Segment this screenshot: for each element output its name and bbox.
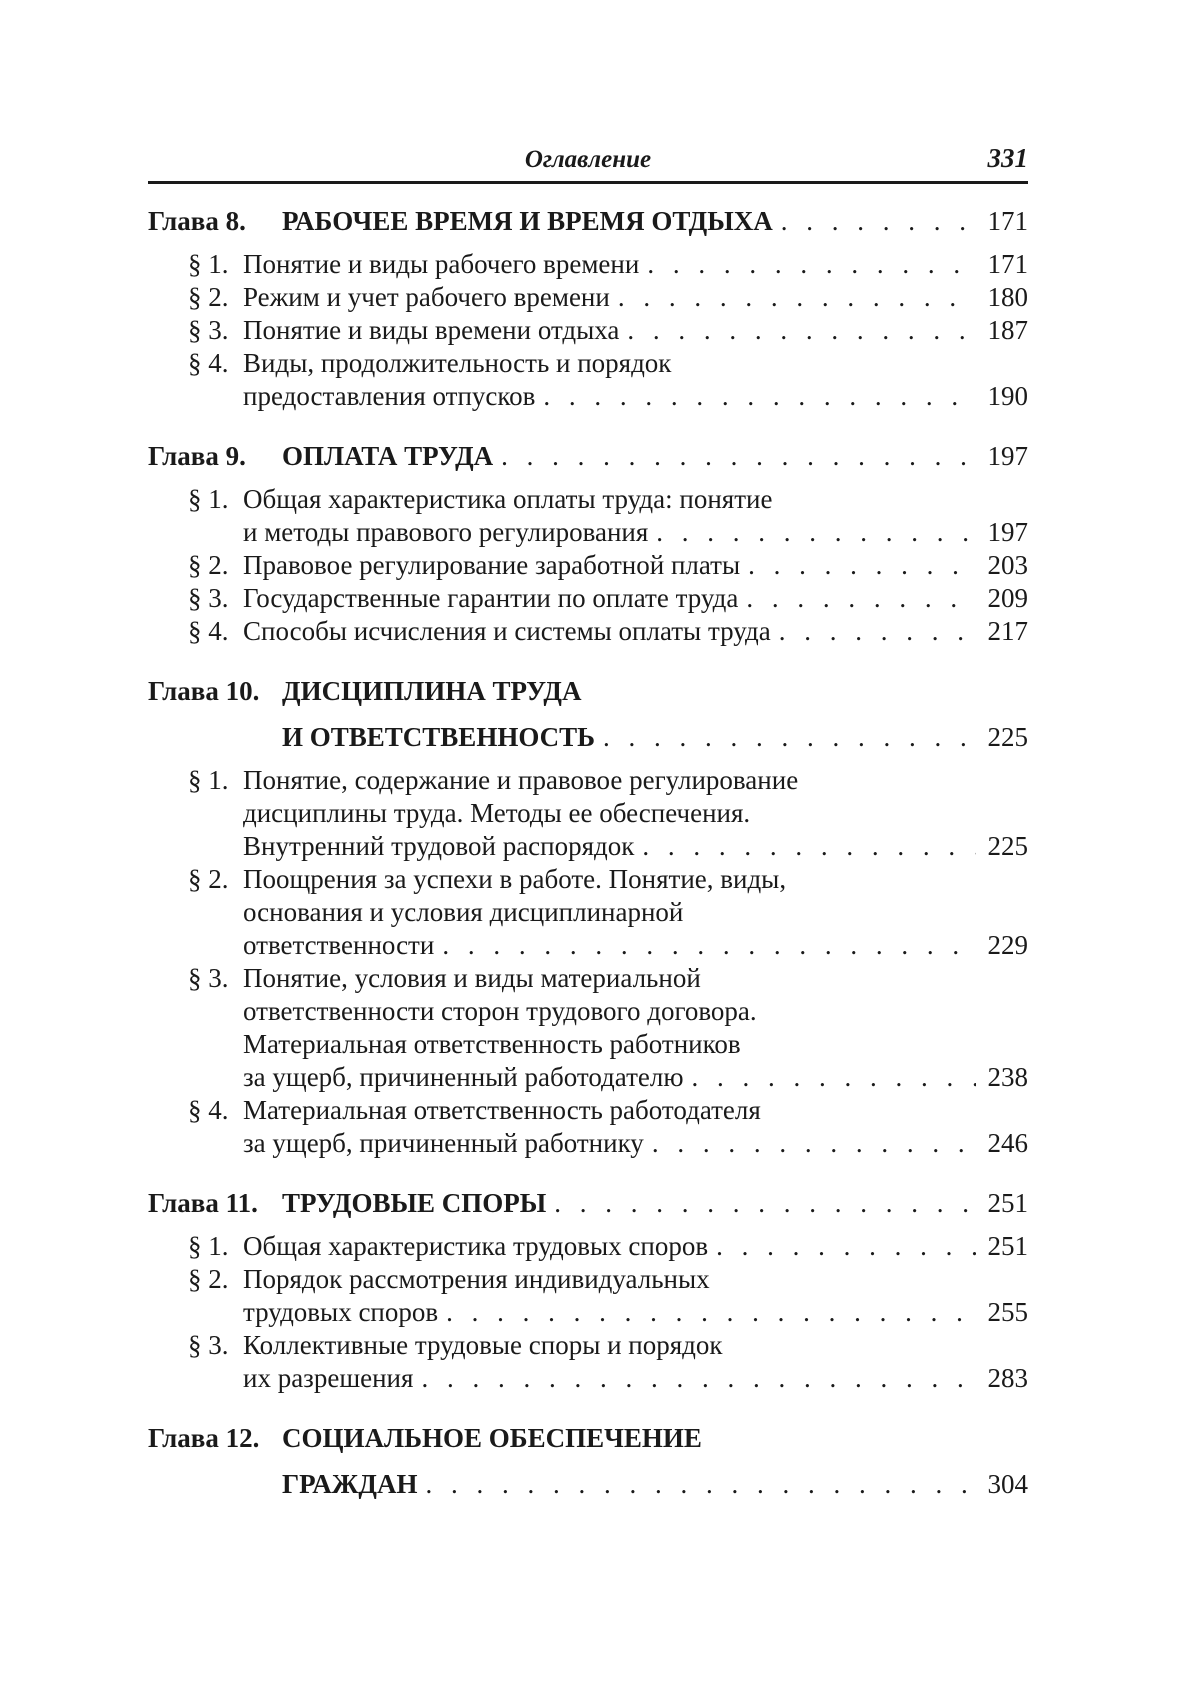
table-of-contents <box>148 198 1028 1507</box>
section-line <box>188 582 1028 615</box>
section-line <box>188 929 1028 962</box>
section-line <box>188 1263 1028 1296</box>
section-line <box>188 281 1028 314</box>
section-number: § 3. <box>188 315 229 345</box>
section-list <box>148 483 1028 648</box>
section-line <box>188 1296 1028 1329</box>
section-line <box>188 380 1028 413</box>
section-list <box>148 248 1028 413</box>
toc-section <box>148 483 1028 549</box>
toc-section <box>148 549 1028 582</box>
dot-leader <box>652 1127 976 1160</box>
chapter-title-line <box>148 1415 1028 1461</box>
section-number: § 2. <box>188 550 229 580</box>
section-title-text: предоставления отпусков <box>243 381 536 411</box>
section-page-number: 190 <box>987 381 1028 411</box>
chapter-spacer <box>148 648 1028 668</box>
dot-leader <box>716 1230 976 1263</box>
dot-leader <box>421 1362 976 1395</box>
chapter-title-text: ТРУДОВЫЕ СПОРЫ <box>282 1188 547 1218</box>
section-list <box>148 1230 1028 1395</box>
section-page-number: 238 <box>987 1062 1028 1092</box>
section-line <box>188 1127 1028 1160</box>
chapter-heading <box>148 198 1028 244</box>
section-number: § 1. <box>188 484 229 514</box>
dot-leader <box>692 1061 977 1094</box>
toc-section <box>148 1263 1028 1329</box>
chapter-spacer <box>148 1395 1028 1415</box>
section-number: § 3. <box>188 583 229 613</box>
section-page-number: 283 <box>987 1363 1028 1393</box>
chapter-page-number: 171 <box>987 206 1028 236</box>
section-title-text: Способы исчисления и системы оплаты труда <box>243 616 771 646</box>
chapter-title-line <box>148 1461 1028 1507</box>
section-page-number: 197 <box>987 517 1028 547</box>
dot-leader <box>642 830 976 863</box>
dot-leader <box>779 615 976 648</box>
section-number: § 3. <box>188 1330 229 1360</box>
section-line <box>188 516 1028 549</box>
section-line <box>188 1329 1028 1362</box>
toc-section <box>148 1094 1028 1160</box>
running-head <box>148 140 1028 184</box>
section-number: § 2. <box>188 282 229 312</box>
chapter-title-line <box>148 198 1028 244</box>
chapter-title-text: ДИСЦИПЛИНА ТРУДА <box>282 676 582 706</box>
section-number: § 1. <box>188 765 229 795</box>
section-line <box>188 962 1028 995</box>
section-line <box>188 896 1028 929</box>
section-title-text: Понятие, содержание и правовое регулирование <box>243 765 799 795</box>
chapter-page-number: 304 <box>987 1469 1028 1499</box>
section-page-number: 217 <box>987 616 1028 646</box>
section-line <box>188 863 1028 896</box>
section-page-number: 180 <box>987 282 1028 312</box>
section-title-text: Внутренний трудовой распорядок <box>243 831 635 861</box>
section-line <box>188 995 1028 1028</box>
dot-leader <box>618 281 976 314</box>
section-line <box>188 248 1028 281</box>
dot-leader <box>781 198 976 244</box>
section-line <box>188 314 1028 347</box>
section-title-text: основания и условия дисциплинарной <box>243 897 684 927</box>
section-line <box>188 1094 1028 1127</box>
section-title-text: Правовое регулирование заработной платы <box>243 550 741 580</box>
chapter-page-number: 197 <box>987 441 1028 471</box>
section-page-number: 203 <box>987 550 1028 580</box>
dot-leader <box>543 380 976 413</box>
section-title-text: дисциплины труда. Методы ее обеспечения. <box>243 798 751 828</box>
toc-section <box>148 764 1028 863</box>
dot-leader <box>656 516 976 549</box>
section-line <box>188 1230 1028 1263</box>
chapter-page-number: 225 <box>987 722 1028 752</box>
section-title-text: их разрешения <box>243 1363 414 1393</box>
section-list <box>148 764 1028 1160</box>
section-title-text: и методы правового регулирования <box>243 517 649 547</box>
section-title-text: Общая характеристика трудовых споров <box>243 1231 709 1261</box>
dot-leader <box>501 433 976 479</box>
dot-leader <box>746 582 976 615</box>
section-number: § 3. <box>188 963 229 993</box>
section-line <box>188 797 1028 830</box>
section-number: § 2. <box>188 864 229 894</box>
toc-section <box>148 281 1028 314</box>
chapter-label: Глава 9. <box>148 441 246 471</box>
section-number: § 1. <box>188 249 229 279</box>
chapter-page-number: 251 <box>987 1188 1028 1218</box>
chapter-title-line <box>148 668 1028 714</box>
section-line <box>188 1362 1028 1395</box>
section-page-number: 225 <box>987 831 1028 861</box>
chapter-heading <box>148 668 1028 760</box>
section-title-text: Общая характеристика оплаты труда: понятие <box>243 484 773 514</box>
toc-section <box>148 615 1028 648</box>
chapter-label: Глава 11. <box>148 1188 258 1218</box>
section-line <box>188 549 1028 582</box>
toc-section <box>148 962 1028 1094</box>
section-number: § 4. <box>188 348 229 378</box>
section-page-number: 255 <box>987 1297 1028 1327</box>
section-title-text: Виды, продолжительность и порядок <box>243 348 672 378</box>
dot-leader <box>647 248 976 281</box>
chapter-label: Глава 10. <box>148 676 260 706</box>
dot-leader <box>442 929 976 962</box>
section-title-text: трудовых споров <box>243 1297 439 1327</box>
toc-section <box>148 1230 1028 1263</box>
dot-leader <box>603 714 976 760</box>
dot-leader <box>446 1296 976 1329</box>
section-number: § 4. <box>188 616 229 646</box>
section-title-text: Режим и учет рабочего времени <box>243 282 610 312</box>
section-number: § 4. <box>188 1095 229 1125</box>
section-line <box>188 1028 1028 1061</box>
chapter-heading <box>148 1180 1028 1226</box>
section-title-text: за ущерб, причиненный работнику <box>243 1128 644 1158</box>
section-title-text: Материальная ответственность работников <box>243 1029 741 1059</box>
chapter-spacer <box>148 413 1028 433</box>
section-title-text: Коллективные трудовые споры и порядок <box>243 1330 723 1360</box>
chapter-title-text: И ОТВЕТСТВЕННОСТЬ <box>282 722 596 752</box>
toc-section <box>148 347 1028 413</box>
section-title-text: за ущерб, причиненный работодателю <box>243 1062 684 1092</box>
section-title-text: Порядок рассмотрения индивидуальных <box>243 1264 710 1294</box>
section-title-text: ответственности сторон трудового договора. <box>243 996 757 1026</box>
section-page-number: 209 <box>987 583 1028 613</box>
section-title-text: ответственности <box>243 930 435 960</box>
running-head-title: Оглавление <box>524 146 652 173</box>
chapter-title-text: СОЦИАЛЬНОЕ ОБЕСПЕЧЕНИЕ <box>282 1423 702 1453</box>
section-page-number: 251 <box>987 1231 1028 1261</box>
section-line <box>188 764 1028 797</box>
dot-leader <box>554 1180 976 1226</box>
chapter-spacer <box>148 1160 1028 1180</box>
toc-section <box>148 248 1028 281</box>
section-line <box>188 1061 1028 1094</box>
dot-leader <box>426 1461 977 1507</box>
chapter-heading <box>148 1415 1028 1507</box>
running-head-page-number: 331 <box>987 143 1028 173</box>
section-title-text: Понятие, условия и виды материальной <box>243 963 701 993</box>
chapter-title-text: ОПЛАТА ТРУДА <box>282 441 494 471</box>
chapter-label: Глава 12. <box>148 1423 260 1453</box>
toc-section <box>148 314 1028 347</box>
section-line <box>188 830 1028 863</box>
dot-leader <box>748 549 976 582</box>
section-line <box>188 483 1028 516</box>
section-title-text: Поощрения за успехи в работе. Понятие, виды, <box>243 864 787 894</box>
section-page-number: 229 <box>987 930 1028 960</box>
toc-section <box>148 582 1028 615</box>
chapter-title-line <box>148 433 1028 479</box>
chapter-heading <box>148 433 1028 479</box>
chapter-title-line <box>148 1180 1028 1226</box>
section-page-number: 187 <box>987 315 1028 345</box>
section-page-number: 171 <box>987 249 1028 279</box>
toc-section <box>148 1329 1028 1395</box>
section-title-text: Понятие и виды времени отдыха <box>243 315 620 345</box>
chapter-title-line <box>148 714 1028 760</box>
section-title-text: Государственные гарантии по оплате труда <box>243 583 739 613</box>
section-title-text: Понятие и виды рабочего времени <box>243 249 640 279</box>
section-title-text: Материальная ответственность работодателя <box>243 1095 761 1125</box>
section-number: § 1. <box>188 1231 229 1261</box>
section-number: § 2. <box>188 1264 229 1294</box>
toc-section <box>148 863 1028 962</box>
chapter-title-text: ГРАЖДАН <box>282 1469 418 1499</box>
section-line <box>188 615 1028 648</box>
chapter-title-text: РАБОЧЕЕ ВРЕМЯ И ВРЕМЯ ОТДЫХА <box>282 206 773 236</box>
dot-leader <box>627 314 976 347</box>
chapter-label: Глава 8. <box>148 206 246 236</box>
section-page-number: 246 <box>987 1128 1028 1158</box>
section-line <box>188 347 1028 380</box>
